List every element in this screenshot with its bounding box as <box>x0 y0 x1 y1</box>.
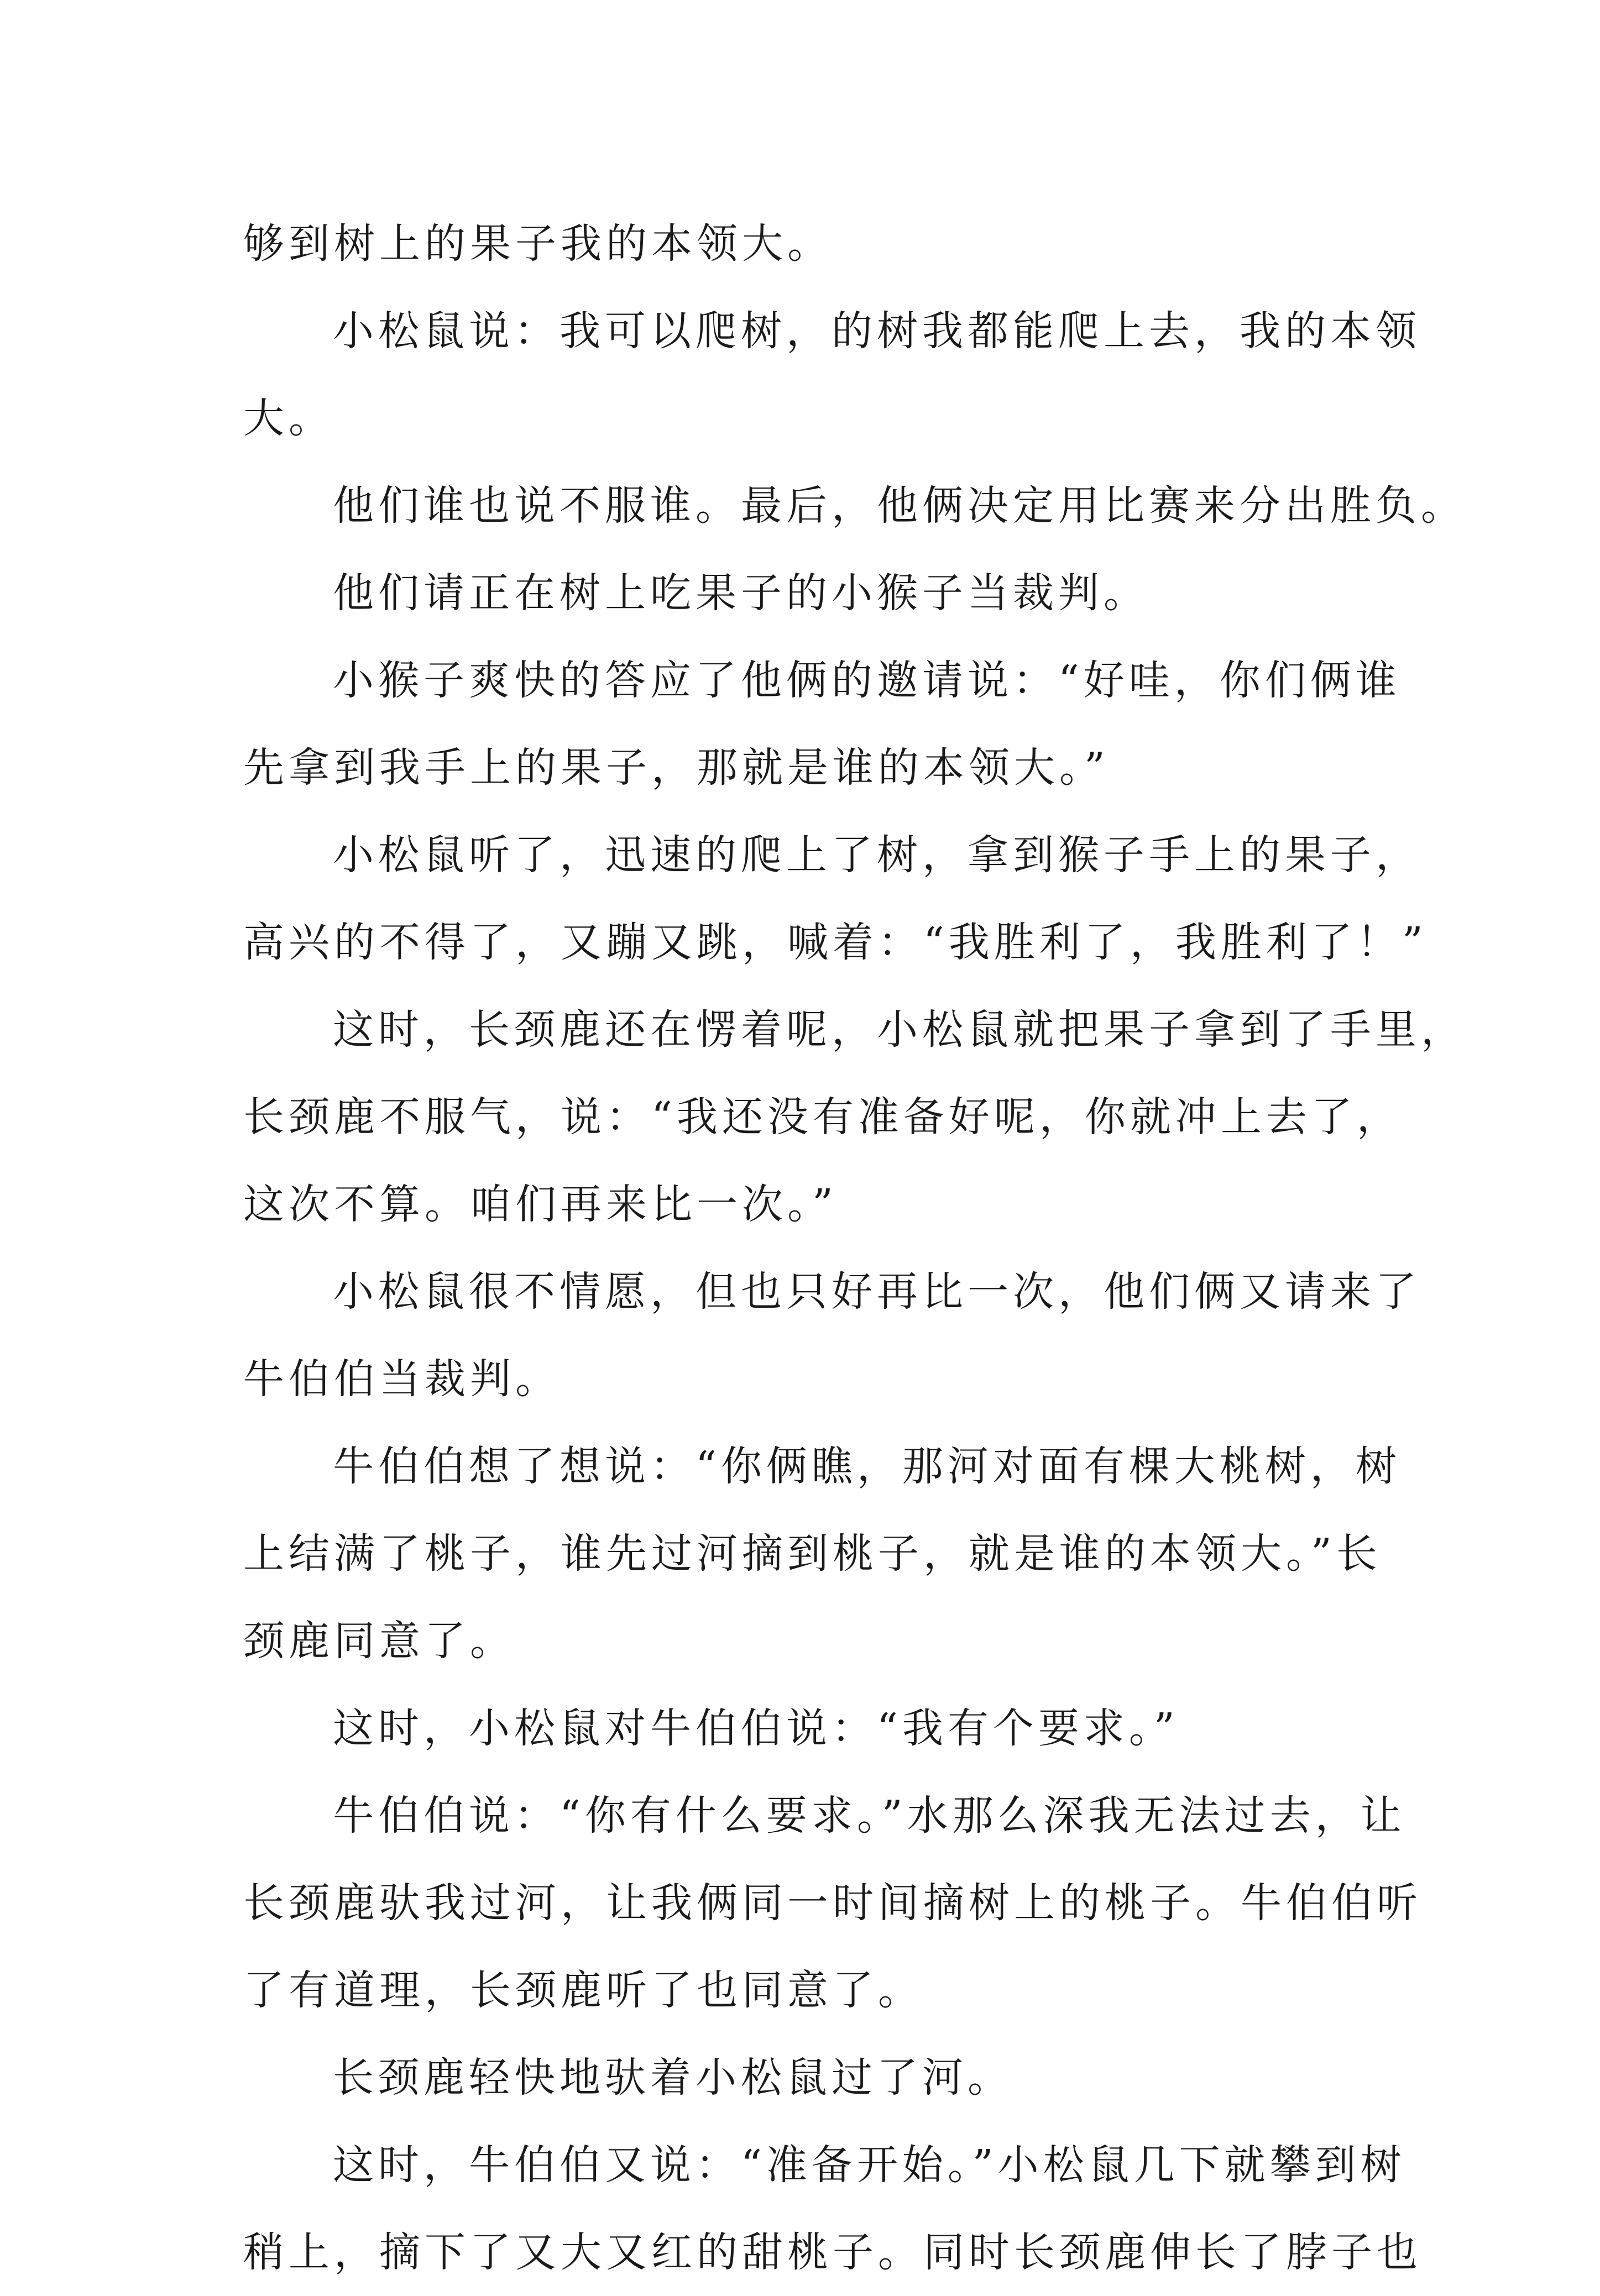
text-line: 他们谁也说不服谁。最后，他俩决定用比赛来分出胜负。 <box>333 482 1466 530</box>
text-line: 够到树上的果子我的本领大。 <box>243 220 833 268</box>
text-line: 这时，长颈鹿还在愣着呢，小松鼠就把果子拿到了手里， <box>333 1006 1466 1053</box>
text-line: 牛伯伯说：“你有什么要求。”水那么深我无法过去，让 <box>333 1792 1406 1839</box>
text-line: 小猴子爽快的答应了他俩的邀请说：“好哇，你们俩谁 <box>333 657 1401 704</box>
text-line: 大。 <box>243 395 334 442</box>
text-line: 上结满了桃子，谁先过河摘到桃子，就是谁的本领大。”长 <box>243 1530 1382 1577</box>
text-line: 长颈鹿不服气，说：“我还没有准备好呢，你就冲上去了， <box>243 1093 1402 1141</box>
text-line: 先拿到我手上的果子，那就是谁的本领大。” <box>243 744 1110 791</box>
text-line: 这时，牛伯伯又说：“准备开始。”小松鼠几下就攀到树 <box>333 2141 1406 2189</box>
text-line: 这时，小松鼠对牛伯伯说：“我有个要求。” <box>333 1705 1179 1752</box>
text-line: 长颈鹿轻快地驮着小松鼠过了河。 <box>333 2054 1013 2101</box>
text-line: 牛伯伯当裁判。 <box>243 1355 561 1403</box>
story-text <box>243 200 1466 2296</box>
text-line: 了有道理，长颈鹿听了也同意了。 <box>243 1967 923 2014</box>
text-line: 颈鹿同意了。 <box>243 1617 515 1665</box>
text-line: 高兴的不得了，又蹦又跳，喊着：“我胜利了，我胜利了！” <box>243 919 1428 966</box>
text-line: 小松鼠听了，迅速的爬上了树，拿到猴子手上的果子， <box>333 831 1421 879</box>
text-line: 长颈鹿驮我过河，让我俩同一时间摘树上的桃子。牛伯伯听 <box>243 1879 1422 1927</box>
text-line: 牛伯伯想了想说：“你俩瞧，那河对面有棵大桃树，树 <box>333 1443 1401 1490</box>
text-line: 他们请正在树上吃果子的小猴子当裁判。 <box>333 569 1149 617</box>
text-line: 小松鼠说：我可以爬树，的树我都能爬上去，我的本领 <box>333 307 1421 355</box>
text-line: 稍上，摘下了又大又红的甜桃子。同时长颈鹿伸长了脖子也 <box>243 2229 1422 2276</box>
text-line: 小松鼠很不情愿，但也只好再比一次，他们俩又请来了 <box>333 1268 1421 1315</box>
text-line: 这次不算。咱们再来比一次。” <box>243 1181 838 1228</box>
